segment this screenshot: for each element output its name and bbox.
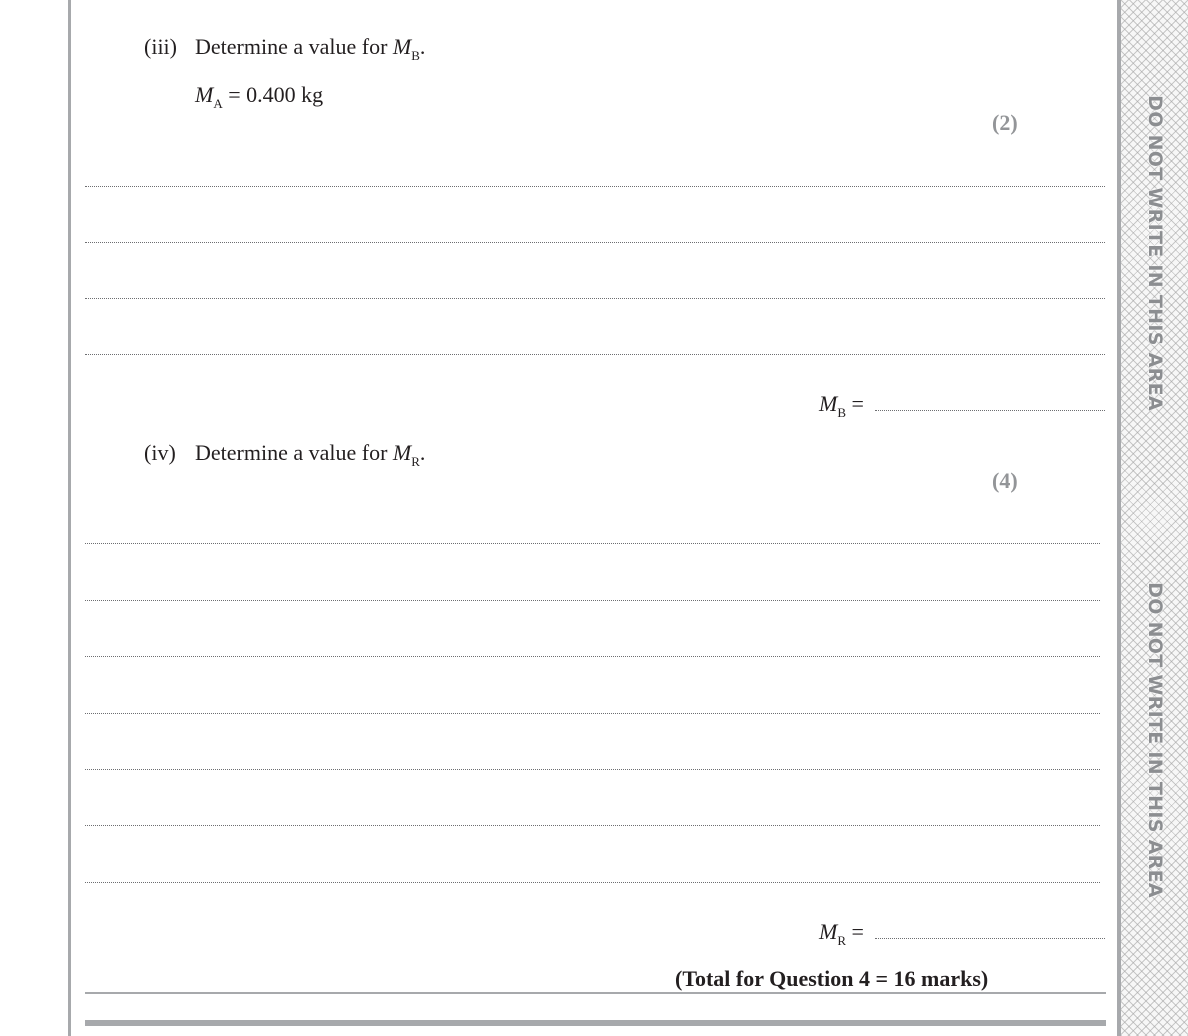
margin-warning-bottom: DO NOT WRITE IN THIS AREA — [1144, 582, 1166, 898]
answer-line[interactable] — [85, 543, 1100, 544]
part-iv-var-sub: R — [411, 454, 420, 469]
part-iii-marks: (2) — [992, 110, 1018, 135]
answer-line[interactable] — [85, 769, 1100, 770]
part-iv-var: M — [392, 440, 412, 465]
margin-warning-top: DO NOT WRITE IN THIS AREA — [1144, 95, 1166, 411]
answer-line[interactable] — [85, 186, 1105, 187]
answer-line[interactable] — [85, 882, 1100, 883]
answer-line[interactable] — [85, 354, 1105, 355]
part-iv-prompt — [195, 440, 426, 469]
answer-line[interactable] — [85, 825, 1100, 826]
part-iv-prompt-text: Determine a value for — [195, 440, 393, 465]
given-var: M — [195, 82, 214, 107]
part-iii-var-sub: B — [411, 48, 420, 63]
part-iii-answer-label — [819, 391, 864, 420]
part-iii-number: (iii) — [144, 34, 177, 59]
given-value: = 0.400 kg — [222, 82, 324, 107]
part-iii-prompt-text: Determine a value for — [195, 34, 393, 59]
given-var-sub: A — [213, 96, 223, 111]
answer-line[interactable] — [85, 242, 1105, 243]
answer-eq-b: = — [846, 391, 864, 416]
answer-line[interactable] — [85, 298, 1105, 299]
page-left-border — [68, 0, 71, 1036]
part-iv-number: (iv) — [144, 440, 176, 465]
answer-var-r-sub: R — [837, 933, 846, 948]
part-iii-prompt — [195, 34, 426, 63]
answer-line[interactable] — [85, 600, 1100, 601]
part-iv-period: . — [419, 440, 426, 465]
question-total: (Total for Question 4 = 16 marks) — [675, 966, 989, 991]
answer-line[interactable] — [85, 713, 1100, 714]
part-iii-period: . — [419, 34, 426, 59]
answer-eq-r: = — [846, 919, 864, 944]
part-iii-answer-field[interactable] — [875, 410, 1105, 411]
part-iv-answer-field[interactable] — [875, 938, 1105, 939]
answer-var-r: M — [819, 919, 838, 944]
part-iv-answer-label — [819, 919, 864, 948]
page-end-rule — [85, 1020, 1106, 1026]
answer-var-b-sub: B — [837, 405, 846, 420]
part-iii-var: M — [392, 34, 412, 59]
answer-var-b: M — [819, 391, 838, 416]
question-end-rule — [85, 992, 1106, 994]
part-iv-marks: (4) — [992, 468, 1018, 493]
answer-line[interactable] — [85, 656, 1100, 657]
given-mass-a — [195, 82, 324, 111]
